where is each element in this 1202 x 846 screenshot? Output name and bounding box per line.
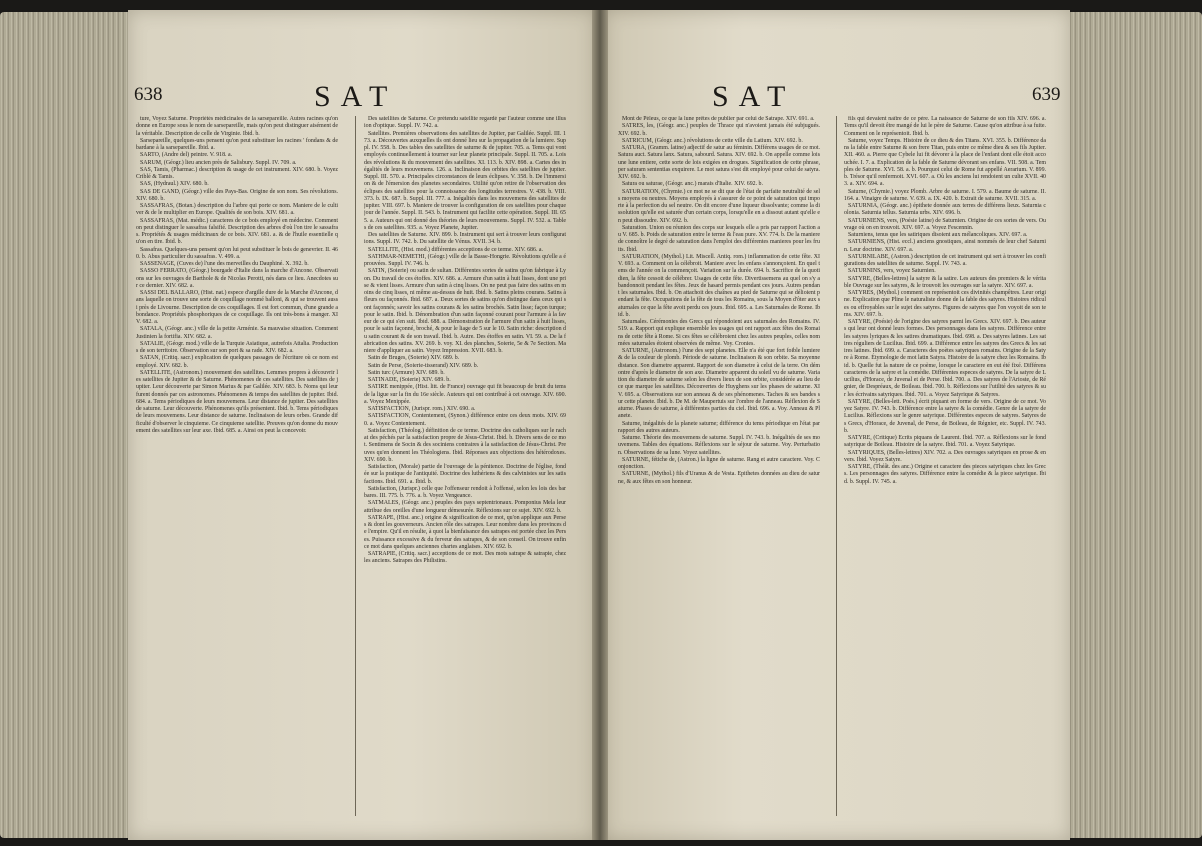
right-page <box>604 10 1070 840</box>
column-rule <box>836 116 837 816</box>
index-entry: SATRAPE, (Hist. anc.) origine & signification de ce mot, qu'on applique aux Perses & dont les gouverneurs. Ancien rôle des satrapes. Leur nombre dans les provinces de l'empire. Qu'il en résulte, à quoi la bienfaisance des satrapes est portée chez les Perses. Puissance excessive & du ferveur des satrapes, & de son conseil. On trouve enfin ce mot dans quelques anciennes chartes anglaises. XIV. 692. b. <box>364 514 566 550</box>
left-page <box>128 10 596 840</box>
index-entry: SATIRE menippée, (Hist. litt. de France) ouvrage qui fit beaucoup de bruit du tems de la ligue sur la fin du 16e siècle. Auteurs qui ont contribué à cet ouvrage. XIV. 690. a. Voyez Menippée. <box>364 384 566 405</box>
index-entry: Sassafras. Quelques-uns pensent qu'on lui peut substituer le bois de genevrier. II. 460. b. Abus particulier du sassafras. V. 499. a. <box>136 246 338 260</box>
index-entry: Satisfaction, (Morale) partie de l'ouvrage de la pénitence. Doctrine de l'église, fondée sur la pratique de l'antiquité. Doctrine des luthériens & des calvinistes sur les satisfactions. Ibid. 691. a. Ibid. b. <box>364 464 566 485</box>
index-entry: SATURNINS, vers, voyez Saturnien. <box>848 268 936 275</box>
index-entry: SATINADE, (Soierie) XIV. 689. b. <box>368 377 451 383</box>
index-entry: Satura ou saturae, (Géogr. anc.) marais d'Italie. XIV. 692. b. <box>622 181 763 188</box>
index-entry: SASSO FERRATO, (Géogr.) bourgade d'Italie dans la marche d'Ancone. Observations sur les ouvrages de Barthole & de Nicolas Perotti, nés dans ce lieu. Anecdotes sur ce dernier. XIV. 682. a. <box>136 268 338 289</box>
index-entry: SATYRE, (Belles-lett. Poés.) écrit piquant en forme de vers. Origine de ce mot. Voyez Satyre. IV. 743. b. Différence entre la satyre & la comédie. Genre de la satyre de Lucilius. Réflexions sur le genre satyrique. Différentes especes de satyres. Satyres des Grecs, d'Horace, de Juvenal, de Perse, de Boileau, de Régnier, etc. Suppl. IV. 743. b. <box>844 398 1046 434</box>
index-entry: SATRES, les, (Géogr. anc.) peuples de Thrace qui n'avoient jamais été subjugués. XIV. 692. b. <box>618 123 820 137</box>
index-entry: Des satellites de Saturne. XIV. 899. b. Instrument qui sert à trouver leurs configurations. Suppl. IV. 742. b. Du satellite de Vénus. XVII. 34. b. <box>364 232 566 246</box>
index-entry: ture, Voyez Saturne. Propriétés médicinales de la sarsepareille. Autres racines qu'on donne en Europe sous le nom de sarsepareille, mais qu'on peut distinguer aisément de la véritable. Description de celle de Virginie. Ibid. b. <box>136 116 338 137</box>
left-page-column-1 <box>136 116 338 816</box>
right-page-column-2 <box>844 116 1046 816</box>
index-entry: Satellites. Premières observations des satellites de Jupiter, par Galilée. Suppl. III. 173. a. Découvertes auxquelles ils ont donné lieu sur la propagation de la lumiere. Suppl. IV. 558. b. Des tables des satellites de saturne & de jupiter. 705. a. Tems qui vont employés continuellement à tourner sur leur planete principale. Suppl. II. 705. a. Lois des révolutions & du mouvement des satellites. XI. 113. b. XIV. 898. a. Cartes des inégalités de leurs mouvemens. 126. a. Inclinaison des orbites des satellites de jupiter. Suppl. III. 570. a. Principales circonstances de leurs éclipses. V. 358. b. De l'immersion & de l'émersion des planetes secondaires. Utilité qu'on retire de l'observation des éclipses des satellites pour la connoissance des longitudes terrestres. V. 438. b. VIII. 373. b. IX. 687. b. Suppl. III. 777. a. Inégalités dans les mouvemens des satellites de jupiter. VIII. 697. b. Maniere de trouver la configuration de ces satellites pour chaque jour de l'année. Suppl. II. 543. b. Instrument qui facilite cette opération. Suppl. III. 655. a. Auteurs qui ont donné des théories de leurs mouvemens. Suppl. IV. 532. a. Tables de ces satellites. 935. a. Voyez Planete, Jupiter. <box>364 130 566 231</box>
index-entry: Mont de Péleus, ce que la lune prêtes de publier par celui de Satrape. XIV. 691. a. <box>622 116 815 122</box>
index-entry: SATMALES, (Géogr. anc.) peuples des pays septentrionaux. Pomponius Mela leur attribue des oreilles d'une longueur démesurée. Réflexions sur ce sujet. XIV. 692. b. <box>364 500 566 514</box>
page-number: 638 <box>134 84 163 105</box>
index-entry: SATAN, (Critiq. sacr.) explication de quelques passages de l'écriture où ce nom est employé. XIV. 682. b. <box>136 355 338 369</box>
left-page-column-2 <box>364 116 566 816</box>
index-entry: Satin turc (Armure) XIV. 689. b. <box>368 369 445 376</box>
index-entry: SATALIE, (Géogr. mod.) ville de la Turquie Asiatique, autrefois Attalia. Productions de son territoire. Observation sur son port & sa rade. XIV. 682. a. <box>136 340 338 354</box>
index-entry: Satisfaction, (Théolog.) définition de ce terme. Doctrine des catholiques sur le rachat des péchés par la satisfaction propre de Jésus-Christ. Ibid. b. Divers sens de ce mot. Sentimens de Socin & des sociniens contraires à la satisfaction de Jésus-Christ. Preuves qu'en donnent les Théologiens. Ibid. Réponses aux objections des hétérodoxes. XIV. 690. b. <box>364 427 566 463</box>
index-entry: Saturation. Union ou réunion des corps sur lesquels elle a pris par rapport l'action au V. 685. b. Poids de saturation entre le terme & l'eau pure. XV. 774. b. De la maniere de connoître le degré de saturation dans l'emploi des différentes manieres pour les fruits. Ibid. <box>618 224 820 253</box>
index-entry: SATURNE, (Astronom.) l'une des sept planetes. Elle n'a été que fort foible lumiere & de la couleur de plomb. Période de saturne. Inclinaison & son orbite. Sa moyenne distance. Son diametre apparent. Rapport de son diametre à celui de la terre. On démontre d'après le diametre de son axe. Diametre apparent du soleil vu de saturne. Variation du diametre de saturne selon les divers lieux de son orbite, considérée au lieu de ce que marque les satellites. Découvertes de Huyghens sur les phases de saturne. XIV. 695. a. Observations sur son anneau & de ses phénomenes. Taches & ses bandes sur cette planete. Ibid. b. De M. de Maupertuis sur l'ombre de l'anneau. Réflexion de Saturne. Phases de saturne, à différentes parties du ciel. Ibid. 696. a. Voy. Anneau & Planete. <box>618 348 820 420</box>
running-head: SAT <box>712 80 796 113</box>
index-entry: SATISFACTION, (Jurispr. rom.) XIV. 690. a. <box>368 406 476 412</box>
index-entry: Saturne. Théorie des mouvemens de saturne. Suppl. IV. 743. b. Inégalités de ses mouvemens. Tables des équations. Réflexions sur le séjour de saturne. Voy. Perturbation. Observations de sa lune. Voyez satellites. <box>618 435 820 456</box>
column-rule <box>355 116 356 816</box>
index-entry: SATISFACTION, Contentement, (Synon.) différence entre ces deux mots. XIV. 690. a. Voyez Contentement. <box>364 413 566 427</box>
index-entry: SATALA, (Géogr. anc.) ville de la petite Arménie. Sa mauvaise situation. Comment Justinien la fortifia. XIV. 682. a. <box>136 326 338 340</box>
index-entry: SASSI DEL BALLARO, (Hist. nat.) espece d'argille dure de la Marche d'Ancone, dans laquelle on trouve une sorte de coquillage nommé balloni, & qui se trouvent aussi près de Livourne. Description de ces coquillages. Il est fort commun, d'une grande abondance. Propriétés phosphoriques de ce coquillage. Ils ont très-bons à manger. XIV. 682. a. <box>136 290 338 325</box>
index-entry: SATYRIQUES, (Belles-lettres) XIV. 702. a. Des ouvrages satyriques en prose & en vers. Ibid. Voyez Satyre. <box>844 449 1046 463</box>
index-entry: Saturnales. Cérémonies des Grecs qui répondoient aux saturnales des Romains. IV. 519. a. Rapport qui explique ensemble les usages qui ont rapport aux fêtes des Romains de cette fête à Rome. Si ces fêtes se célébroient chez les autres peuples, celles nommées saturnales étoient observées de même. Voy. Cronies. <box>618 319 820 347</box>
index-entry: Saturne, inégalités de la planete saturne; différence du tems périodique en l'état par rapport des autres auteurs. <box>618 420 820 434</box>
index-entry: SAS, Tamis, (Pharmac.) description & usage de cet instrument. XIV. 680. b. Voyez Criblé & Tamis. <box>136 166 338 180</box>
index-entry: SARTO, (Andre del) peintre. V. 918. a. <box>140 152 233 159</box>
index-entry: SATYRE, (Critique) Ecrits piquans de Laurent. Ibid. 707. a. Réflexions sur le fond satyrique de Boileau. Histoire de la satyre. Ibid. 701. a. Voyez Satyrique. <box>844 435 1046 449</box>
index-entry: SATYRE, (Belles-lettres) la satyre & la satire. Les auteurs des premiers & le véritable Ouvrage sur les satyres, & le trouvoit les ouvrages sur la satyre. XIV. 697. a. <box>844 275 1046 289</box>
page-number: 639 <box>1032 84 1061 105</box>
index-entry: Saturne, (Chymie.) voyez Plomb. Arbre de saturne. I. 579. a. Baume de saturne. II. 164. a. Vinaigre de saturne. V. 639. a. IX. 420. b. Extrait de saturne. XVII. 315. a. <box>844 188 1046 202</box>
index-entry: Satin de Perse, (Soierie-tisserand) XIV. 689. b. <box>368 362 479 369</box>
index-entry: SATRICUM, (Géogr. anc.) révolutions de cette ville du Latium. XIV. 692. b. <box>622 137 803 144</box>
index-entry: SATRAPIE, (Critiq. sacr.) acceptions de ce mot. Des mots satrape & satrapie, chez les anciens. Satrapes des Philistins. <box>364 551 566 565</box>
index-entry: SASSENAGE, (Cuves de) l'une des merveilles du Dauphiné. X. 392. b. <box>140 261 309 267</box>
index-entry: SATURATION, (Mythol.) Lit. Miscell. Antiq. rom.) inflammation de cette fête. XIV. 693. a. Comment on la célébroit. Maniere avec les enfans s'annonçoient. En quel tems de l'année on la commençoit. Variation sur la durée. 694. b. Sacrifice de la quotidien, la fête cessoit de célébrer. Usages de cette fête. Divertissemens au quel on s'y abandonnoit pendant les fêtes. Jeux de hasard permis pendant ces jours. Autres pendant les saturnales. Ibid. b. On attachoit des chaînes au pied de Saturne qui se délioient pendant la fête. Occupations de la fête de tous les Romains, sous la Moyen d'ôter aux saturnales ce que la fête avoit perdu ces jours. Ibid. 695. a. Les Saturnales de Rome. Ibid. b. <box>618 253 820 318</box>
index-entry: Sarsepareille, quelques-uns pensent qu'on peut substituer les racines ' fondans & de bardane à la sarsepareille. Ibid. a. <box>136 137 338 151</box>
running-head: SAT <box>314 80 398 113</box>
index-entry: fils qui devaient naître de ce père. La naissance de Saturne de son fils XIV. 696. a. Tems qu'il devoit être mangé de lui le père de Saturne. Cause qu'on attribue à sa fuite. Comment on le représentoit. Ibid. b. <box>844 116 1046 137</box>
index-entry: SASSAFRAS, (Mat. médic.) caracteres de ce bois employé en médecine. Comment on peut distinguer le sassafras falsifié. Description des arbres d'où l'on tire le sassafras. Propriétés & usages médicinaux de ce bois. XIV. 681. a. & de l'huile essentielle qu'on en tire. Ibid. b. <box>136 217 338 246</box>
index-entry: SAS, (Hydraul.) XIV. 680. b. <box>140 181 209 188</box>
index-entry: SATURNIENS, vers, (Poésie latine) de Saturnien. Origine de ces sortes de vers. Ouvrage où on en trouvoit. XIV. 697. a. Voyez Fescennin. <box>844 217 1046 231</box>
index-entry: SASSAFRAS, (Botan.) description du l'arbre qui porte ce nom. Maniere de le cultiver & de le multiplier en Europe. Qualités de son bois. XIV. 681. a. <box>136 203 338 217</box>
index-entry: SATHMAR-NEMETHI, (Géogr.) ville de la Basse-Hongrie. Révolutions qu'elle a éprouvées. Suppl. IV. 746. b. <box>364 253 566 267</box>
index-entry: SATURNILABE, (Astron.) description de cet instrument qui sert à trouver les configurations des satellites de saturne. Suppl. IV. 743. a. <box>844 253 1046 267</box>
index-entry: SAS DE GAND, (Géogr.) ville des Pays-Bas. Origine de son nom. Ses révolutions. XIV. 680. b. <box>136 188 338 202</box>
index-entry: SATYRE, (Théât. des anc.) Origine et caractere des pieces satyriques chez les Grecs. Les personnages des satyres. Différence entre la comédie & la piece satyrique. Ibid. b. Suppl. IV. 745. a. <box>844 464 1046 485</box>
index-entry: SATURNIA, (Géogr. anc.) épithete donnée aux terres de différens lieux. Saturnia colonia. Saturnia tellus. Saturnia urbs. XIV. 696. b. <box>844 203 1046 217</box>
index-entry: SATYRES, (Mythol.) comment on représentoit ces divinités champêtres. Leur origine. Explication que Pline le naturaliste donne de la fable des satyres. Histoires ridicules ou effroyables sur le sujet des satyres. Figures de satyres que l'on voyoit de son tems. XIV. 697. b. <box>844 290 1046 318</box>
index-entry: SATURNE, fétiche de, (Astron.) la ligne de saturne. Rang et autre caractere. Voy. Conjonction. <box>618 456 820 470</box>
index-entry: SATURNE, (Mythol.) fils d'Uranus & de Vesta. Epithetes données au dieu de saturne, & aux fêtes en son honneur. <box>618 471 820 485</box>
index-entry: SATURATION, (Chymie.) ce mot ne se dit que de l'état de parfaite neutralité de sels moyens ou neutres. Moyens employés à s'assurer de ce point de saturation qui importe à la perfection du sel neutre. On dit encore d'une liqueur dissolvante; comme la dissolution qu'elle est saturée d'un certain corps, lorsqu'elle en a dissout autant qu'elle en peut dissoudre. XIV. 692. b. <box>618 188 820 224</box>
index-entry: Saturniens, tenus que les satiriques disoient aux mélancoliques. XIV. 697. a. <box>848 232 1028 238</box>
index-entry: Des satellites de Saturne. Ce prétendu satellite regardé par l'auteur comme une illusion d'optique. Suppl. IV. 742. a. <box>364 116 566 130</box>
index-entry: SARUM, (Géogr.) lieu ancien près de Salisbury. Suppl. IV. 709. a. <box>140 159 297 166</box>
index-entry: Satin de Bruges, (Soierie) XIV. 689. b. <box>368 355 460 362</box>
index-entry: Satisfaction, (Jurispr.) celle que l'offenseur rendoit à l'offensé, selon les lois des barbares. III. 775. b. 776. a. b. Voyez Vengeance. <box>364 485 566 499</box>
right-page-header <box>604 80 1070 113</box>
right-page-edges <box>1062 12 1202 838</box>
index-entry: SATIN, (Soierie) ou satin de sultan. Différentes sortes de satins qu'on fabrique à Lyon. Du travail de ces étoffes. XIV. 686. a. Armure d'un satin à huit lisses, dont une prise & vient lisses. Armure d'un satin à cinq lisses. On ne peut pas faire des satins en moins de cinq lisses, ni même au-dessus de huit. Ibid. b. Satins pleins courans. Satins à fleurs ou façonnés. Ibid. 687. a. Deux sortes de satins qu'on distingue dans ceux qui sont façonnés; savoir les satins courans & les satins brochés. Satin lisse; façon turque; pour le satin. Ibid. b. Dénombration d'un satin façonné courant pour l'armure à la faveur de ce qui s'en suit. Ibid. 688. a. Démonstration de l'armure d'un satin à huit lisses, pour le satin façonné, broché, & pour le liage de 5 sur le 10. Satin riche: description du satin courant & de son travail. Ibid. b. Autre. Des étoffes en satin. VI. 59. a. De la fabrication des satins. XV. 269. b. voy. XI. des planches, Soierie, 5e & 7e Section. Maniere d'appliquer au satin. Voyez Impression. XVII. 683. b. <box>364 268 566 354</box>
index-entry: SATELLITE, (Hist. mod.) différentes acceptions de ce terme. XIV. 686. a. <box>368 246 543 253</box>
left-page-header <box>128 80 596 113</box>
index-entry: SATURNIENS, (Hist. eccl.) anciens gnostiques, ainsi nommés de leur chef Saturnin. Leur doctrine. XIV. 697. a. <box>844 239 1046 253</box>
index-entry: SATYRE, (Poésie) de l'origine des satyres parmi les Grecs. XIV. 697. b. Des auteurs qui leur ont donné leurs formes. Des personnages dans les satyres. Différence entre les satyres lyriques & les satires dramatiques. Ibid. 698. a. Des satyres latines. Les satires réguliers de Lucilius. Ibid. 699. a. Différence entre les satyres des Grecs & les satires latines. Ibid. 699. a. Caracteres des poètes satyriques romains. Origine de la Satyre à Rome. Étymologie de mot latin Satyra. Histoire de la satyre chez les Romains. Ibid. b. Quelle fut la nature de ce poème, lorsque le caractere en eut été fixé. Différens caracteres de la satyre et la comédie. Différentes especes de satyres. De la satyre de Lucilius, d'Horace, de Juvenal et de Perse. Ibid. 700. a. Des satyres de l'Arioste, de Régnier, de Despréaux, de Boileau. Ibid. 700. b. Réflexions sur l'utilité des satyres & sur les écrivains satyriques. Ibid. 701. a. Voyez Satyrique & Satyres. <box>844 319 1046 398</box>
book-gutter <box>592 10 608 840</box>
index-entry: SATELLITE, (Astronom.) mouvement des satellites. Lemmes propres à découvrir les satellites de Jupiter & de Saturne. Phénomenes de ces satellites. Des satellites de jupiter. Leur découverte par Simon Marius & par Galilée. XIV. 683. b. Noms qui leur furent donnés par ces astronomes. Phénomenes & temps des satellites de jupiter. Ibid. 684. a. Tems périodiques de leurs mouvemens. Leur distance de jupiter. Des satellites de saturne. Leur découverte. Phénomenes qu'ils présentent. Ibid. b. Tems périodiques de leurs mouvemens. Leur distance de saturne. Inclinaison de leurs orbes. Grande difficulté d'observer le cinquieme. Ce cinquieme satellite. Preuves qu'on donne du mouvement des satellites sur leur axe. Ibid. 685. a. Ainsi on peut la concevoir. <box>136 369 338 434</box>
right-page-column-1 <box>618 116 820 816</box>
index-entry: SATURA, (Gramm. latine) adjectif de satur au féminin. Différens usages de ce mot. Satura auct. Satura lanx. Satura, sabourd. Satura. XIV. 692. b. On appelle comme lois une lune entiere, cette sorte de lois exigées en drogues. Signification de cette phrase, per saturam sententias exquirere. Le mot satura s'est dit employé pour celui de satyra. XIV. 692. b. <box>618 145 820 180</box>
index-entry: Saturne, voyez Temps. Histoire de ce dieu & des Titans. XVI. 355. b. Différence dans la fable entre Saturne & son frere Titan, puis entre ce même dieu & ses fils Jupiter. XII. 460. a. Pierre que Cybele lui fit dévorer à la place de l'enfant dont elle étoit accouchée. I. 7. a. Explication de la fable de Saturne dévorant ses enfans. VII. 508. a. Temples de Saturne. XVI. 58. a. b. Pourquoi celui de Rome fut appellé Aerarium. V. 899. b. Trésor qu'il renfermoit. XVI. 607. a. Où les anciens lui rendoient un culte XVII. 403. a. XIV. 694. a. <box>844 137 1046 188</box>
